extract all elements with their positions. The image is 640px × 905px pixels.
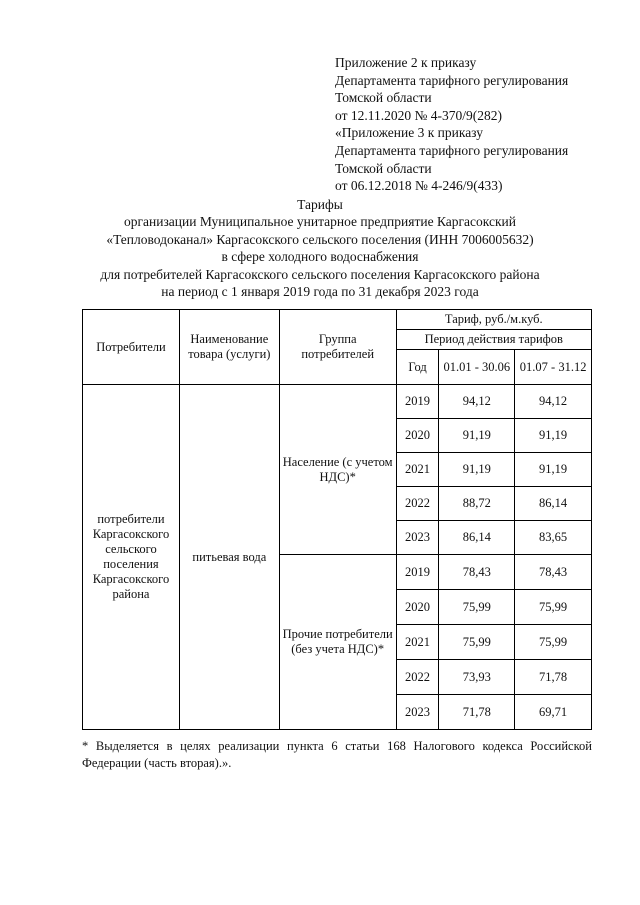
tariff-h1-cell: 78,43 [439, 555, 515, 590]
tariff-h1-cell: 75,99 [439, 590, 515, 625]
tariff-h2-cell: 94,12 [515, 385, 592, 419]
tariff-h2-cell: 91,19 [515, 453, 592, 487]
tariff-h1-cell: 94,12 [439, 385, 515, 419]
tariff-h1-cell: 86,14 [439, 521, 515, 555]
tariff-h1-cell: 88,72 [439, 487, 515, 521]
year-cell: 2021 [396, 625, 439, 660]
header-line: Томской области [335, 160, 432, 176]
group-cell: Население (с учетом НДС)* [279, 385, 396, 555]
tariff-h2-cell: 78,43 [515, 555, 592, 590]
document-title [0, 196, 640, 300]
table-row [83, 385, 592, 419]
header-product: Наименование товара (услуги) [179, 310, 279, 385]
header-line: от 12.11.2020 № 4-370/9(282) [335, 107, 502, 123]
year-cell: 2022 [396, 660, 439, 695]
product-cell: питьевая вода [179, 385, 279, 730]
title-line: «Тепловодоканал» Каргасокского сельского поселения (ИНН 7006005632) [106, 231, 534, 247]
tariff-h1-cell: 73,93 [439, 660, 515, 695]
tariff-h2-cell: 69,71 [515, 695, 592, 730]
header-period: Период действия тарифов [396, 330, 591, 350]
tariff-h2-cell: 75,99 [515, 590, 592, 625]
tariff-h1-cell: 75,99 [439, 625, 515, 660]
title-line: в сфере холодного водоснабжения [221, 249, 419, 265]
header-row [83, 310, 592, 330]
tariff-h2-cell: 75,99 [515, 625, 592, 660]
header-line: Департамента тарифного регулирования [335, 142, 569, 158]
tariff-h2-cell: 71,78 [515, 660, 592, 695]
header-year: Год [396, 350, 439, 385]
tariff-h1-cell: 71,78 [439, 695, 515, 730]
header-h1: 01.01 - 30.06 [439, 350, 515, 385]
header-line: Томской области [335, 90, 432, 106]
title-line: на период с 1 января 2019 года по 31 декабря 2023 года [161, 284, 479, 300]
year-cell: 2023 [396, 695, 439, 730]
consumers-cell: потребители Каргасокского сельского поселения Каргасокского района [83, 385, 180, 730]
tariff-h2-cell: 86,14 [515, 487, 592, 521]
header-consumers: Потребители [83, 310, 180, 385]
footnote: * Выделяется в целях реализации пункта 6 статьи 168 Налогового кодекса Российской Федерации (часть вторая).». [82, 739, 592, 770]
group-cell: Прочие потребители (без учета НДС)* [279, 555, 396, 730]
header-h2: 01.07 - 31.12 [515, 350, 592, 385]
tariff-table [82, 309, 592, 730]
title-line: организации Муниципальное унитарное предприятие Каргасокский [123, 214, 517, 230]
year-cell: 2019 [396, 555, 439, 590]
order-reference-header [335, 54, 568, 195]
tariff-h1-cell: 91,19 [439, 453, 515, 487]
tariff-h2-cell: 91,19 [515, 419, 592, 453]
title-line: для потребителей Каргасокского сельского поселения Каргасокского района [100, 266, 540, 282]
header-line: Приложение 2 к приказу [335, 55, 477, 70]
tariff-h1-cell: 91,19 [439, 419, 515, 453]
year-cell: 2019 [396, 385, 439, 419]
header-line: «Приложение 3 к приказу [335, 125, 483, 141]
tariff-h2-cell: 83,65 [515, 521, 592, 555]
year-cell: 2020 [396, 419, 439, 453]
year-cell: 2023 [396, 521, 439, 555]
title-line: Тарифы [297, 197, 343, 212]
year-cell: 2020 [396, 590, 439, 625]
header-line: Департамента тарифного регулирования [335, 72, 569, 88]
header-tariff: Тариф, руб./м.куб. [396, 310, 591, 330]
year-cell: 2021 [396, 453, 439, 487]
header-group: Группа потребителей [279, 310, 396, 385]
header-line: от 06.12.2018 № 4-246/9(433) [335, 178, 503, 194]
year-cell: 2022 [396, 487, 439, 521]
